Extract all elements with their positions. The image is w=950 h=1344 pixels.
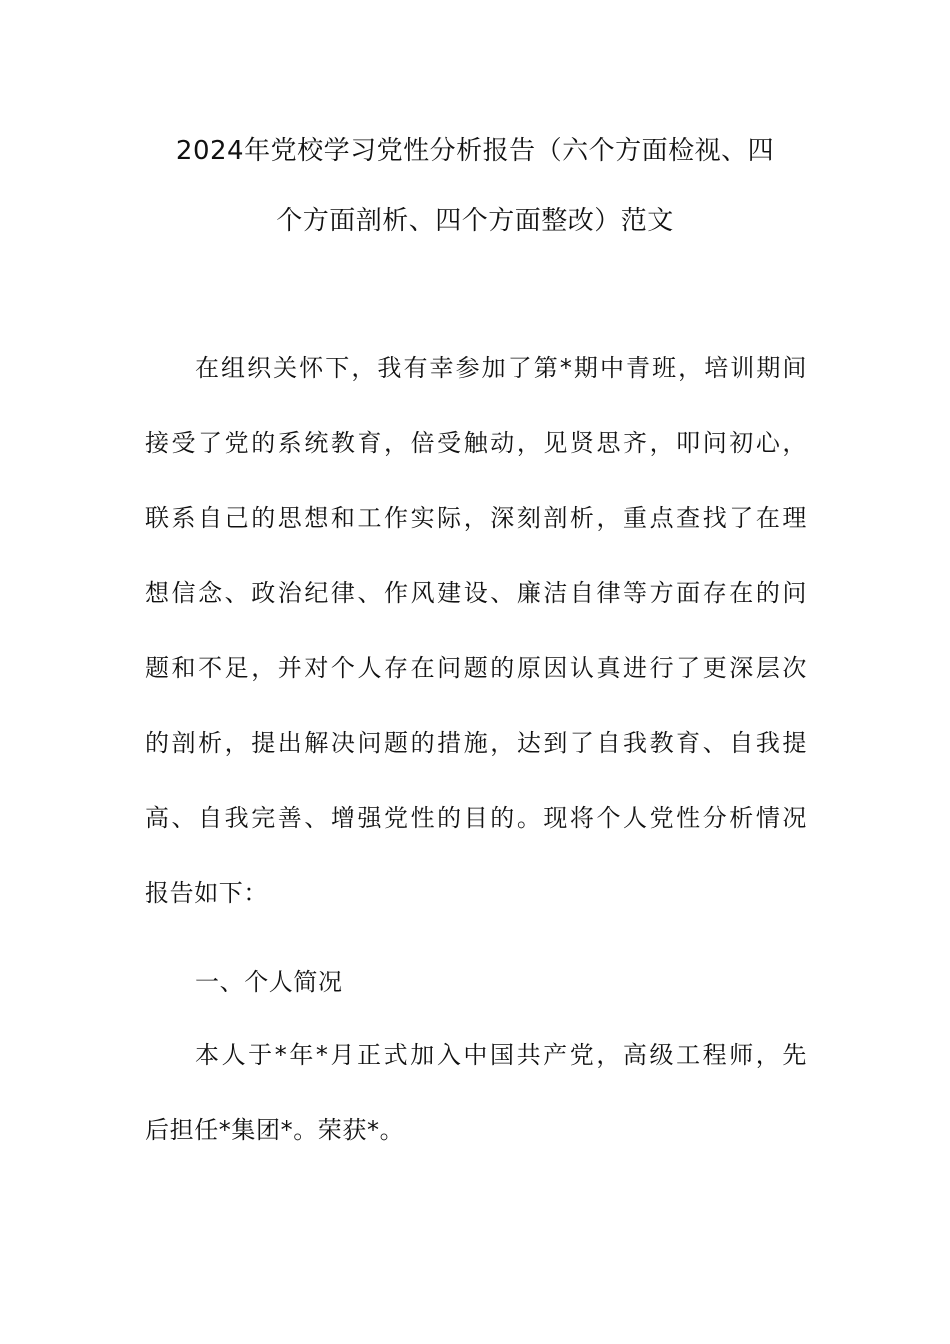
intro-line-4: 想信念、政治纪律、作风建设、廉洁自律等方面存在的问 — [145, 579, 807, 607]
section1-line-2: 后担任*集团*。荣获*。 — [145, 1116, 405, 1144]
intro-line-7: 高、自我完善、增强党性的目的。现将个人党性分析情况 — [145, 804, 807, 832]
document-title-line-1: 2024年党校学习党性分析报告（六个方面检视、四 — [175, 136, 775, 166]
intro-line-6: 的剖析，提出解决问题的措施，达到了自我教育、自我提 — [145, 729, 807, 757]
intro-line-3: 联系自己的思想和工作实际，深刻剖析，重点查找了在理 — [145, 504, 807, 532]
document-title-line-2: 个方面剖析、四个方面整改）范文 — [276, 206, 674, 236]
intro-line-1: 在组织关怀下，我有幸参加了第*期中青班，培训期间 — [195, 354, 807, 382]
section1-line-1: 本人于*年*月正式加入中国共产党，高级工程师，先 — [195, 1041, 807, 1069]
intro-line-5: 题和不足，并对个人存在问题的原因认真进行了更深层次 — [145, 654, 807, 682]
intro-line-8: 报告如下： — [145, 879, 268, 907]
section-heading-personal-profile: 一、个人简况 — [195, 968, 343, 996]
intro-line-2: 接受了党的系统教育，倍受触动，见贤思齐，叩问初心， — [145, 429, 807, 457]
